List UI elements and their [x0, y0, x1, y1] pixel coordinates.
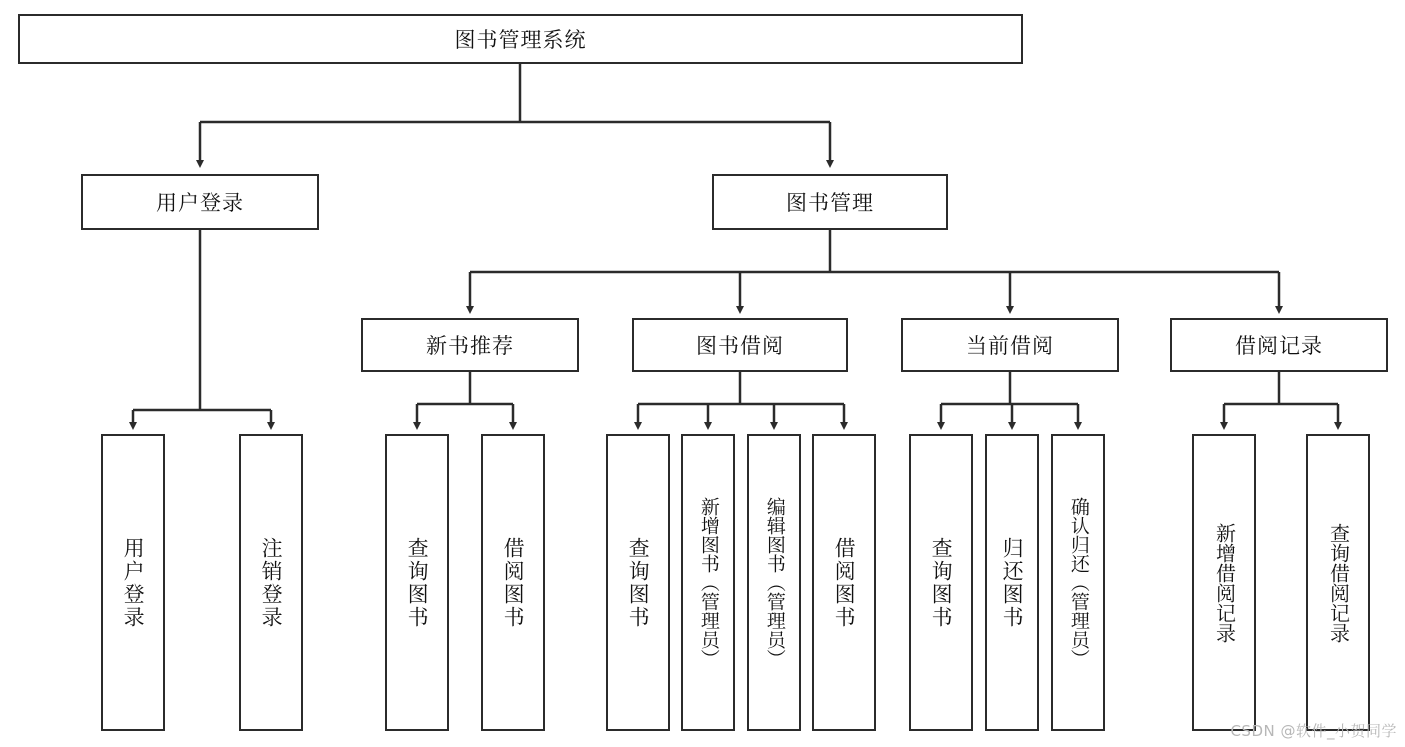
node-leaf-confirm-return-label: 确认归还（管理员） [1067, 497, 1090, 668]
node-leaf-query-record-label: 查询借阅记录 [1326, 522, 1351, 643]
node-leaf-query-book-2-label: 查询图书 [626, 536, 651, 629]
node-leaf-logout-label: 注销登录 [259, 536, 284, 629]
node-leaf-logout[interactable] [239, 434, 303, 731]
node-leaf-confirm-return[interactable] [1051, 434, 1105, 731]
node-leaf-user-login[interactable] [101, 434, 165, 731]
node-leaf-return-book[interactable] [985, 434, 1039, 731]
node-new-book-recommend-label: 新书推荐 [426, 334, 514, 358]
node-root[interactable] [18, 14, 1023, 64]
node-leaf-query-book-1[interactable] [385, 434, 449, 731]
node-leaf-query-record[interactable] [1306, 434, 1370, 731]
node-leaf-user-login-label: 用户登录 [121, 536, 146, 629]
node-user-login[interactable] [81, 174, 319, 230]
node-leaf-query-book-1-label: 查询图书 [405, 536, 430, 629]
node-book-management-label: 图书管理 [786, 191, 874, 215]
node-leaf-query-book-3-label: 查询图书 [929, 536, 954, 629]
node-leaf-borrow-book-2[interactable] [812, 434, 876, 731]
node-leaf-add-record[interactable] [1192, 434, 1256, 731]
node-current-borrow-label: 当前借阅 [966, 334, 1054, 358]
node-current-borrow[interactable] [901, 318, 1119, 372]
node-root-label: 图书管理系统 [454, 28, 587, 52]
node-leaf-edit-book[interactable] [747, 434, 801, 731]
node-user-login-label: 用户登录 [156, 191, 244, 215]
node-leaf-return-book-label: 归还图书 [1000, 536, 1025, 629]
node-borrow-record-label: 借阅记录 [1235, 334, 1323, 358]
node-leaf-borrow-book-2-label: 借阅图书 [832, 536, 857, 629]
node-leaf-query-book-2[interactable] [606, 434, 670, 731]
node-leaf-query-book-3[interactable] [909, 434, 973, 731]
node-leaf-add-record-label: 新增借阅记录 [1212, 522, 1237, 643]
node-new-book-recommend[interactable] [361, 318, 579, 372]
node-leaf-borrow-book-1-label: 借阅图书 [501, 536, 526, 629]
node-leaf-add-book-label: 新增图书（管理员） [697, 497, 720, 668]
node-book-borrow[interactable] [632, 318, 848, 372]
node-book-management[interactable] [712, 174, 948, 230]
node-book-borrow-label: 图书借阅 [696, 334, 784, 358]
node-leaf-edit-book-label: 编辑图书（管理员） [763, 497, 786, 668]
watermark: CSDN @软件_小贺同学 [1230, 722, 1397, 740]
node-leaf-borrow-book-1[interactable] [481, 434, 545, 731]
node-leaf-add-book[interactable] [681, 434, 735, 731]
node-borrow-record[interactable] [1170, 318, 1388, 372]
